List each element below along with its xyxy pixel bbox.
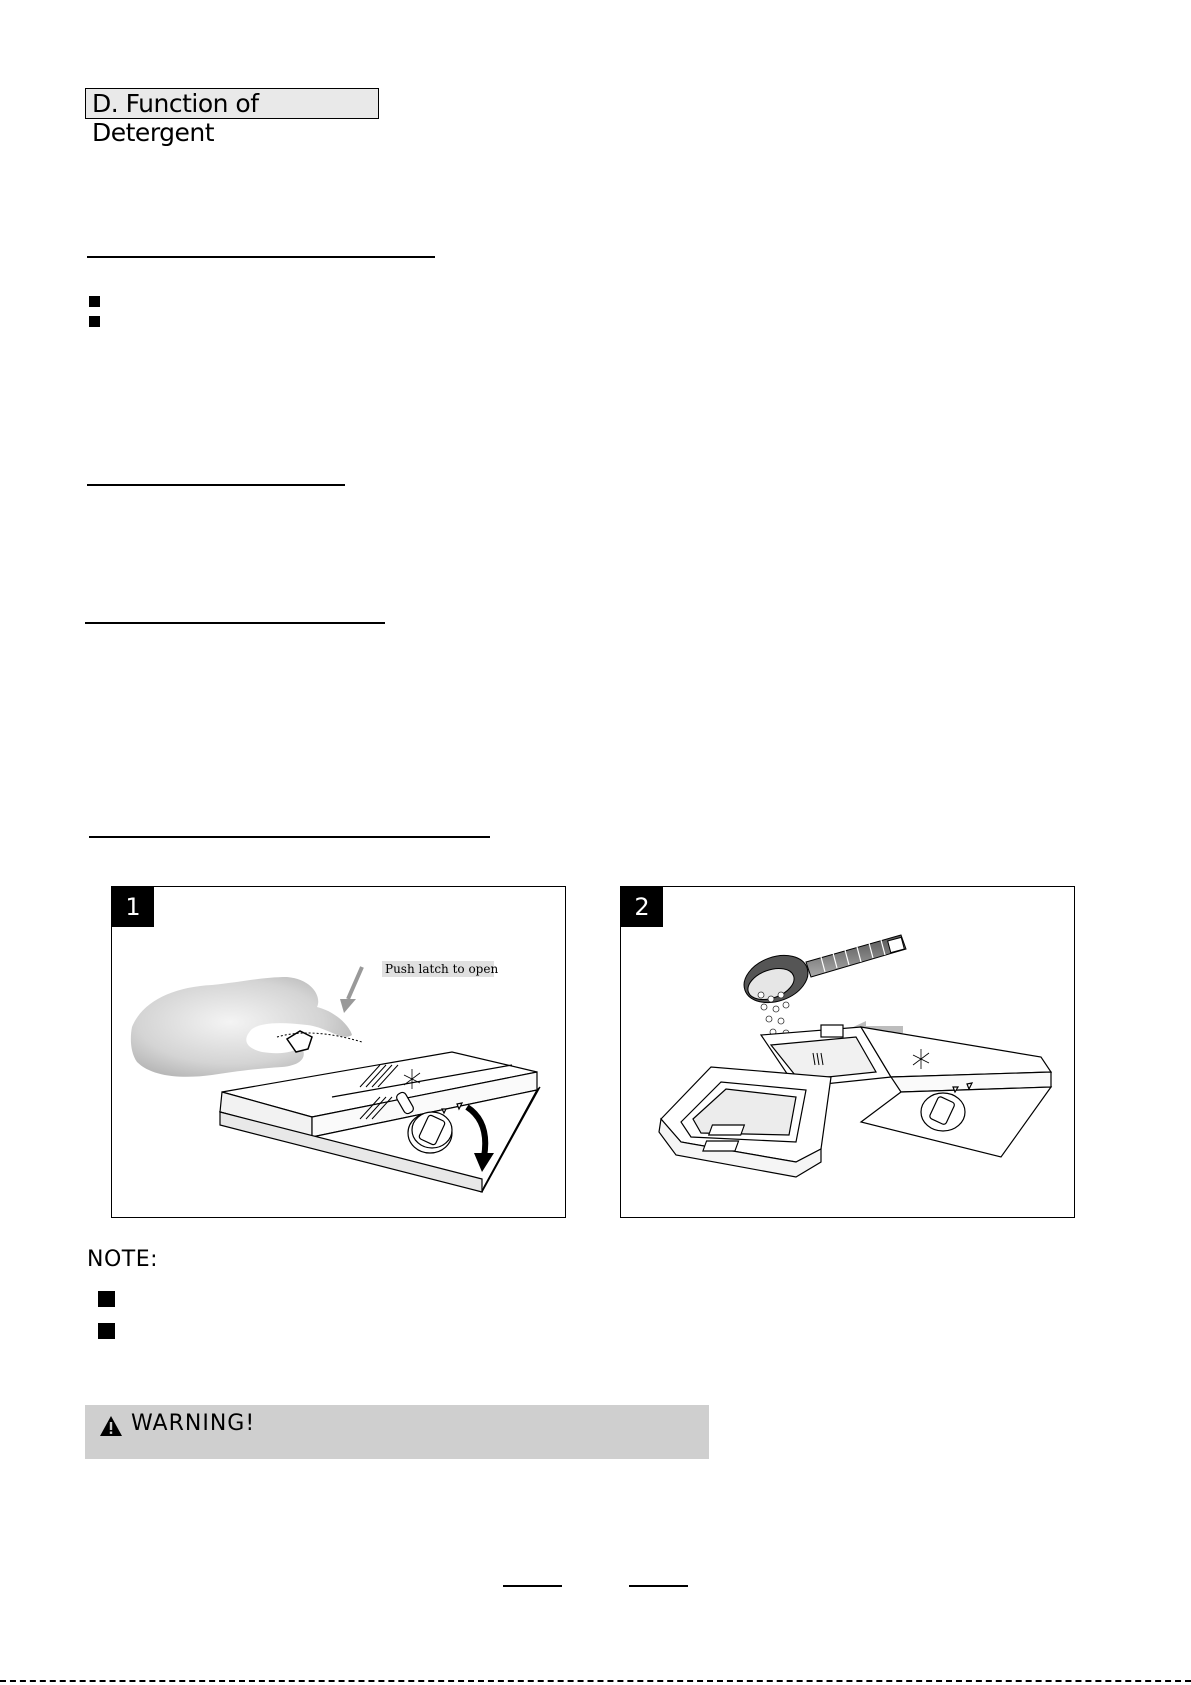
bullet-marker: [89, 296, 100, 307]
subheading-rule-4: [89, 836, 490, 838]
subheading-rule-3: [85, 622, 385, 624]
section-title: D. Function of Detergent: [85, 88, 379, 119]
panel-number: 2: [621, 887, 663, 927]
footer-rule: [629, 1585, 688, 1587]
footer-rule: [503, 1585, 562, 1587]
dispenser-body: [220, 1052, 540, 1192]
dispenser-open-illustration: [112, 887, 565, 1217]
warning-banner: [85, 1405, 709, 1459]
bullet-marker: [89, 316, 100, 327]
panel-number: 1: [112, 887, 154, 927]
subheading-rule-1: [87, 256, 435, 258]
warning-triangle-icon: [99, 1415, 123, 1437]
hand-shape: [131, 977, 352, 1077]
callout-label: Push latch to open: [385, 962, 499, 976]
warning-label: WARNING!: [131, 1411, 256, 1436]
figure-panel-2: [620, 886, 1075, 1218]
subheading-rule-2: [87, 484, 345, 486]
page-cut-line: [0, 1680, 1191, 1682]
note-label: NOTE:: [87, 1247, 159, 1272]
detergent-filling-illustration: [621, 887, 1074, 1217]
figure-panel-1: [111, 886, 566, 1218]
note-bullet-marker: [98, 1291, 115, 1307]
note-bullet-marker: [98, 1323, 115, 1339]
